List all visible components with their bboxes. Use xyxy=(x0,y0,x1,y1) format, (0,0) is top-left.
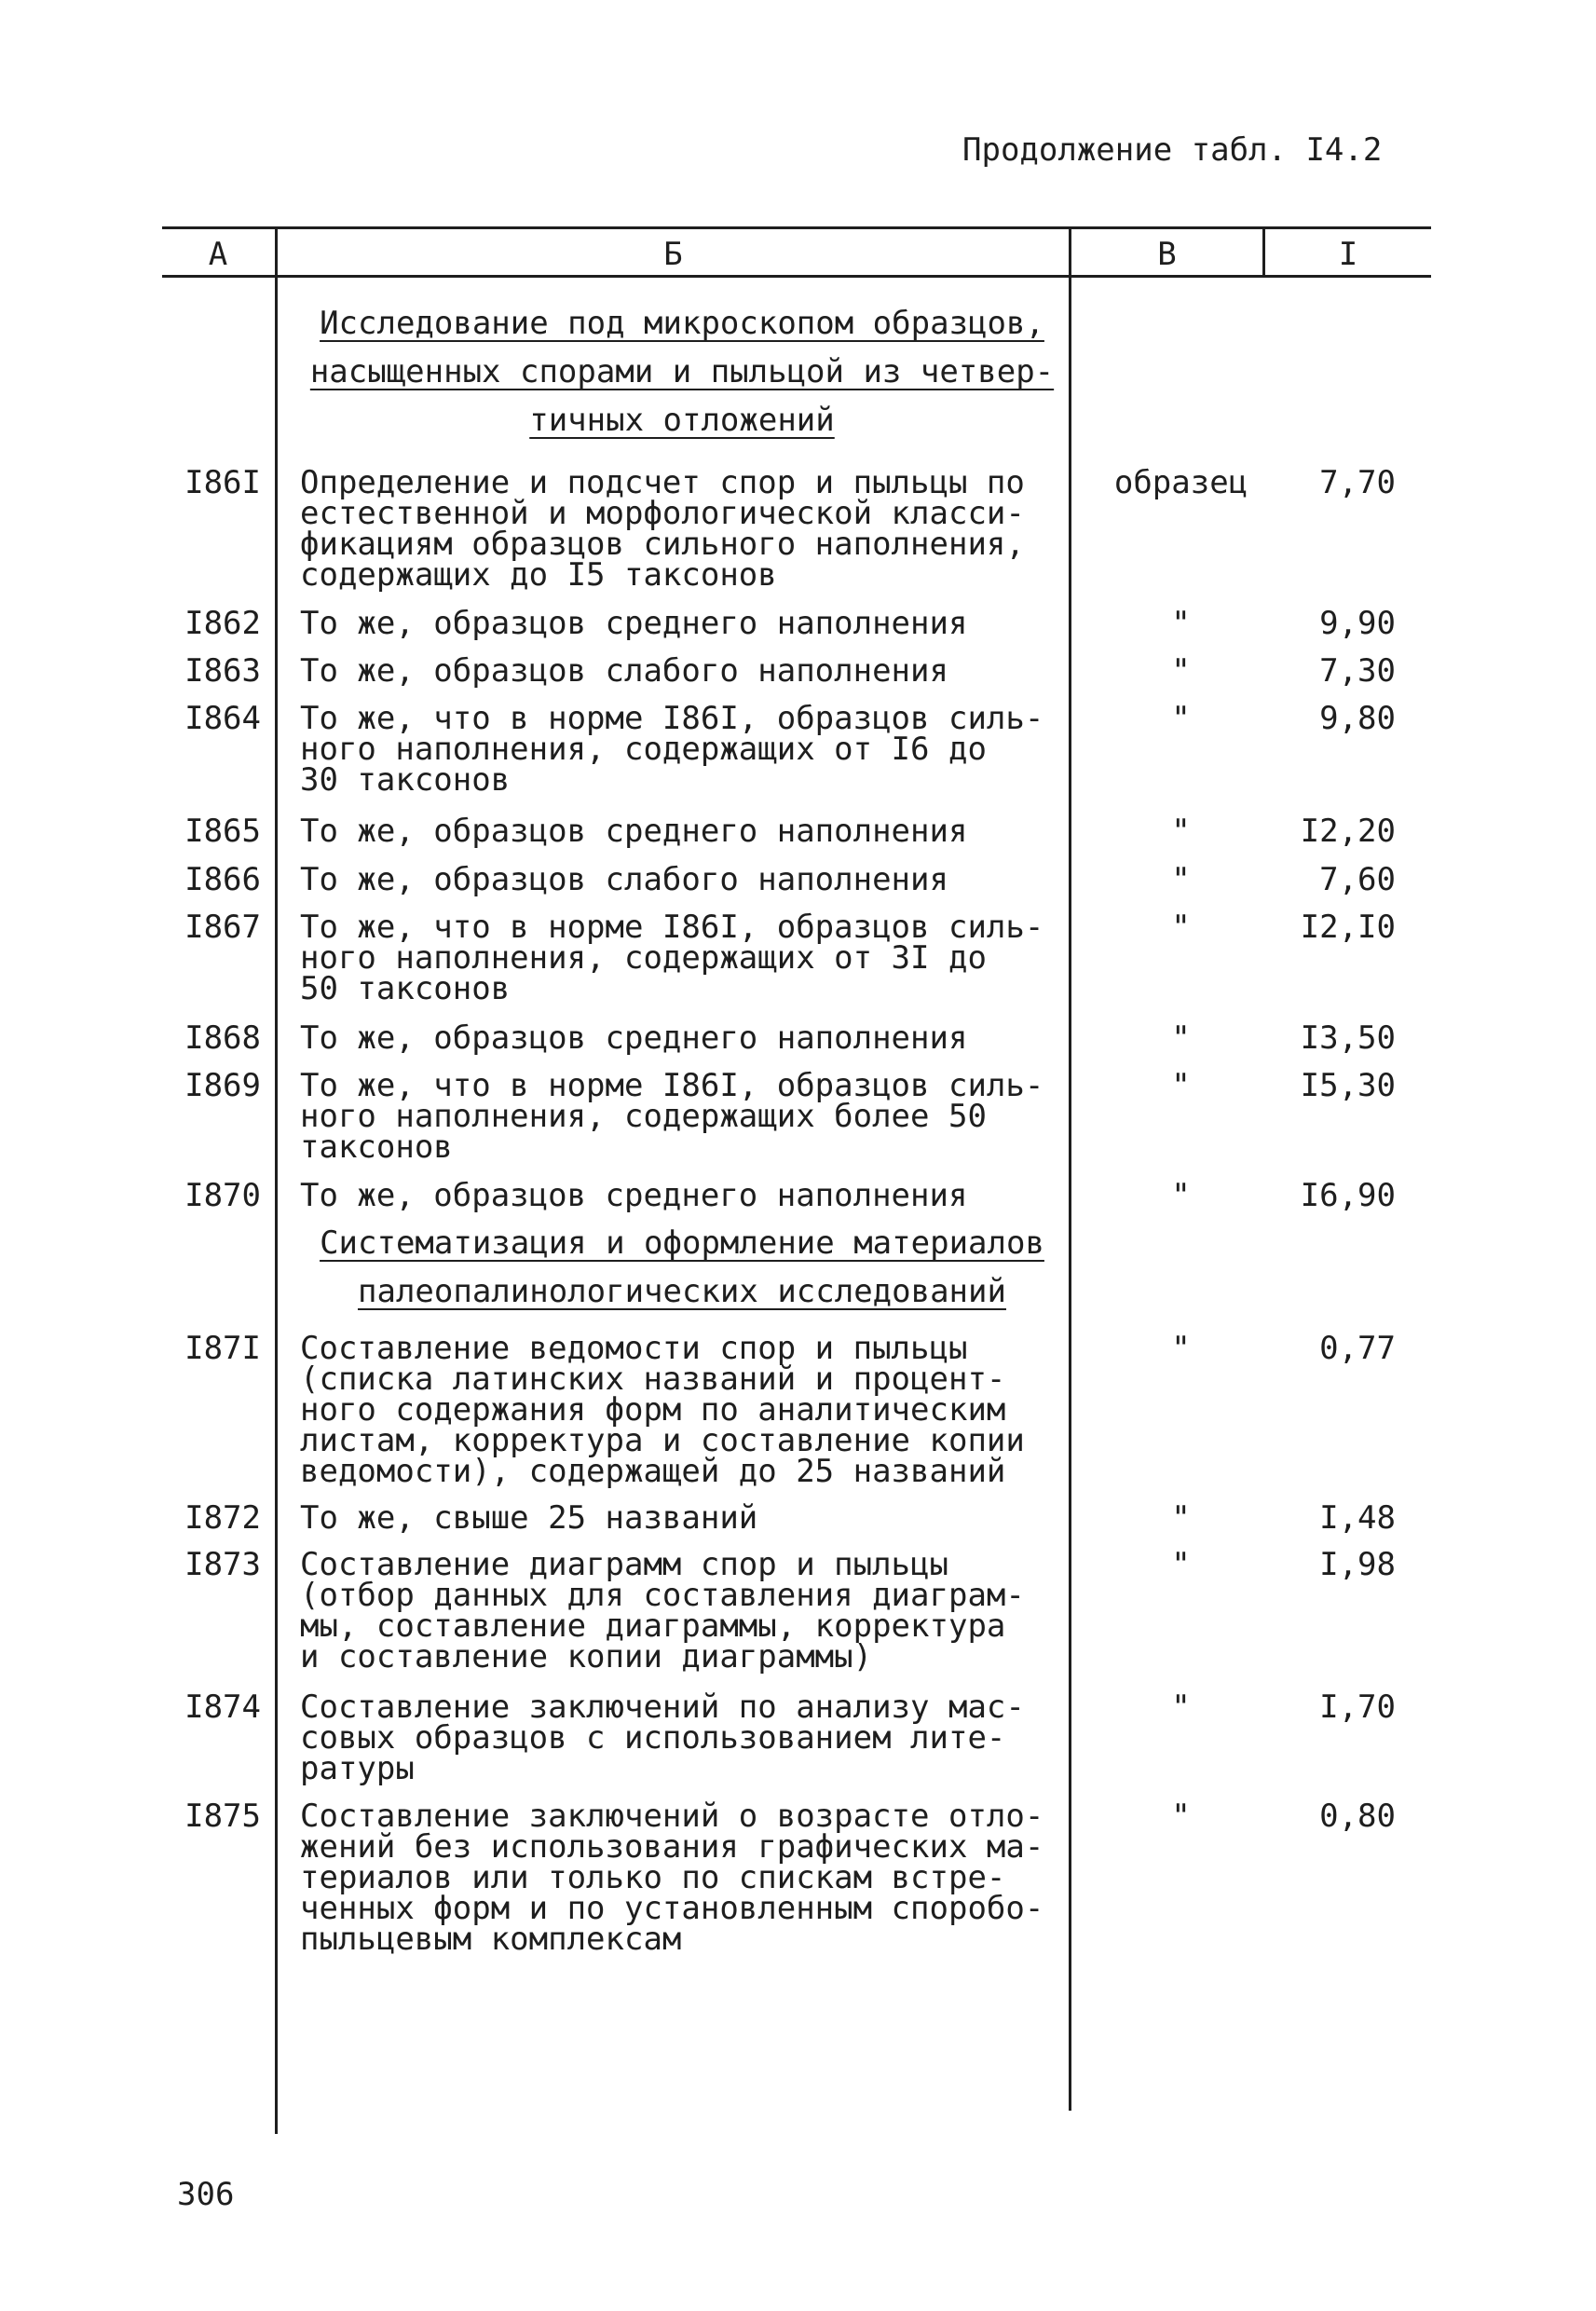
row-unit: " xyxy=(1171,1067,1191,1104)
row-unit: " xyxy=(1171,1689,1191,1726)
row-price: 9,80 xyxy=(1319,700,1396,737)
row-unit: " xyxy=(1171,909,1191,946)
row-price: I,98 xyxy=(1319,1546,1396,1583)
row-code: I87I xyxy=(184,1330,261,1367)
column-divider-b xyxy=(1069,228,1071,2111)
row-price: I6,90 xyxy=(1300,1177,1396,1214)
row-description-line: То же, что в норме I86I, образцов силь- xyxy=(300,700,1044,737)
row-description-line: ного наполнения, содержащих от 3I до xyxy=(300,939,987,977)
row-description-line: Составление ведомости спор и пыльцы xyxy=(300,1330,968,1367)
section-heading: палеопалинологических исследований xyxy=(358,1273,1006,1310)
row-unit: " xyxy=(1171,1177,1191,1214)
row-description-line: и составление копии диаграммы) xyxy=(300,1638,873,1675)
row-price: 7,30 xyxy=(1319,652,1396,690)
row-price: 7,70 xyxy=(1319,464,1396,501)
row-description-line: мы, составление диаграммы, корректура xyxy=(300,1607,1006,1645)
row-price: 0,80 xyxy=(1319,1798,1396,1835)
row-unit: " xyxy=(1171,605,1191,642)
row-code: I868 xyxy=(184,1019,261,1057)
row-unit: " xyxy=(1171,1019,1191,1057)
row-unit: " xyxy=(1171,861,1191,898)
header-bottom-rule xyxy=(162,275,1431,278)
row-description-line: То же, образцов среднего наполнения xyxy=(300,813,968,850)
row-description-line: То же, образцов среднего наполнения xyxy=(300,605,968,642)
row-price: I,48 xyxy=(1319,1499,1396,1537)
column-header-a: А xyxy=(208,236,228,273)
row-price: I,70 xyxy=(1319,1689,1396,1726)
row-code: I875 xyxy=(184,1798,261,1835)
row-code: I870 xyxy=(184,1177,261,1214)
row-unit: " xyxy=(1171,1798,1191,1835)
row-description-line: То же, свыше 25 названий xyxy=(300,1499,758,1537)
row-code: I872 xyxy=(184,1499,261,1537)
row-unit: " xyxy=(1171,700,1191,737)
row-price: I2,I0 xyxy=(1300,909,1396,946)
row-description-line: териалов или только по спискам встре- xyxy=(300,1859,1006,1896)
row-description-line: таксонов xyxy=(300,1128,453,1166)
row-code: I867 xyxy=(184,909,261,946)
row-unit: " xyxy=(1171,813,1191,850)
row-code: I869 xyxy=(184,1067,261,1104)
column-header-v: В xyxy=(1157,236,1177,273)
row-code: I864 xyxy=(184,700,261,737)
row-description-line: ного наполнения, содержащих от I6 до xyxy=(300,731,987,768)
column-header-b: Б xyxy=(663,236,683,273)
row-description-line: ного наполнения, содержащих более 50 xyxy=(300,1098,987,1135)
row-code: I866 xyxy=(184,861,261,898)
row-description-line: То же, что в норме I86I, образцов силь- xyxy=(300,909,1044,946)
row-description-line: ченных форм и по установленным споробо- xyxy=(300,1890,1044,1927)
row-description-line: То же, образцов среднего наполнения xyxy=(300,1177,968,1214)
row-description-line: То же, образцов слабого наполнения xyxy=(300,861,948,898)
row-description-line: Составление заключений по анализу мас- xyxy=(300,1689,1025,1726)
table-caption: Продолжение табл. I4.2 xyxy=(962,131,1383,169)
row-description-line: естественной и морфологической класси- xyxy=(300,495,1025,532)
row-code: I874 xyxy=(184,1689,261,1726)
row-description-line: Определение и подсчет спор и пыльцы по xyxy=(300,464,1025,501)
row-description-line: То же, образцов слабого наполнения xyxy=(300,652,948,690)
row-description-line: жений без использования графических ма- xyxy=(300,1828,1044,1866)
row-description-line: Составление диаграмм спор и пыльцы xyxy=(300,1546,948,1583)
row-description-line: фикациям образцов сильного наполнения, xyxy=(300,526,1025,563)
section-heading: Систематизация и оформление материалов xyxy=(320,1224,1044,1262)
row-code: I873 xyxy=(184,1546,261,1583)
row-description-line: То же, что в норме I86I, образцов силь- xyxy=(300,1067,1044,1104)
row-unit: " xyxy=(1171,1499,1191,1537)
row-description-line: ратуры xyxy=(300,1750,415,1787)
row-unit: " xyxy=(1171,1330,1191,1367)
row-price: 7,60 xyxy=(1319,861,1396,898)
column-header-i: I xyxy=(1338,236,1358,273)
section-heading: Исследование под микроскопом образцов, xyxy=(320,305,1044,342)
row-code: I865 xyxy=(184,813,261,850)
row-code: I863 xyxy=(184,652,261,690)
row-price: 9,90 xyxy=(1319,605,1396,642)
row-description-line: То же, образцов среднего наполнения xyxy=(300,1019,968,1057)
row-description-line: Составление заключений о возрасте отло- xyxy=(300,1798,1044,1835)
row-description-line: (списка латинских названий и процент- xyxy=(300,1361,1006,1398)
row-description-line: пыльцевым комплексам xyxy=(300,1921,682,1958)
table-top-rule xyxy=(162,226,1431,229)
row-description-line: листам, корректура и составление копии xyxy=(300,1422,1025,1459)
row-price: I3,50 xyxy=(1300,1019,1396,1057)
row-description-line: совых образцов с использованием лите- xyxy=(300,1719,1006,1757)
row-price: 0,77 xyxy=(1319,1330,1396,1367)
section-heading: тичных отложений xyxy=(529,402,835,439)
row-description-line: содержащих до I5 таксонов xyxy=(300,556,777,594)
row-description-line: 50 таксонов xyxy=(300,970,511,1007)
column-divider-a xyxy=(275,228,278,2134)
row-code: I862 xyxy=(184,605,261,642)
row-price: I5,30 xyxy=(1300,1067,1396,1104)
section-heading: насыщенных спорами и пыльцой из четвер- xyxy=(309,353,1055,390)
row-description-line: ного содержания форм по аналитическим xyxy=(300,1391,1006,1429)
row-description-line: 30 таксонов xyxy=(300,761,511,799)
row-unit: образец xyxy=(1113,464,1248,501)
row-price: I2,20 xyxy=(1300,813,1396,850)
row-unit: " xyxy=(1171,1546,1191,1583)
page-number: 306 xyxy=(177,2176,235,2213)
row-description-line: (отбор данных для составления диаграм- xyxy=(300,1577,1025,1614)
row-unit: " xyxy=(1171,652,1191,690)
row-code: I86I xyxy=(184,464,261,501)
row-description-line: ведомости), содержащей до 25 названий xyxy=(300,1453,1006,1490)
